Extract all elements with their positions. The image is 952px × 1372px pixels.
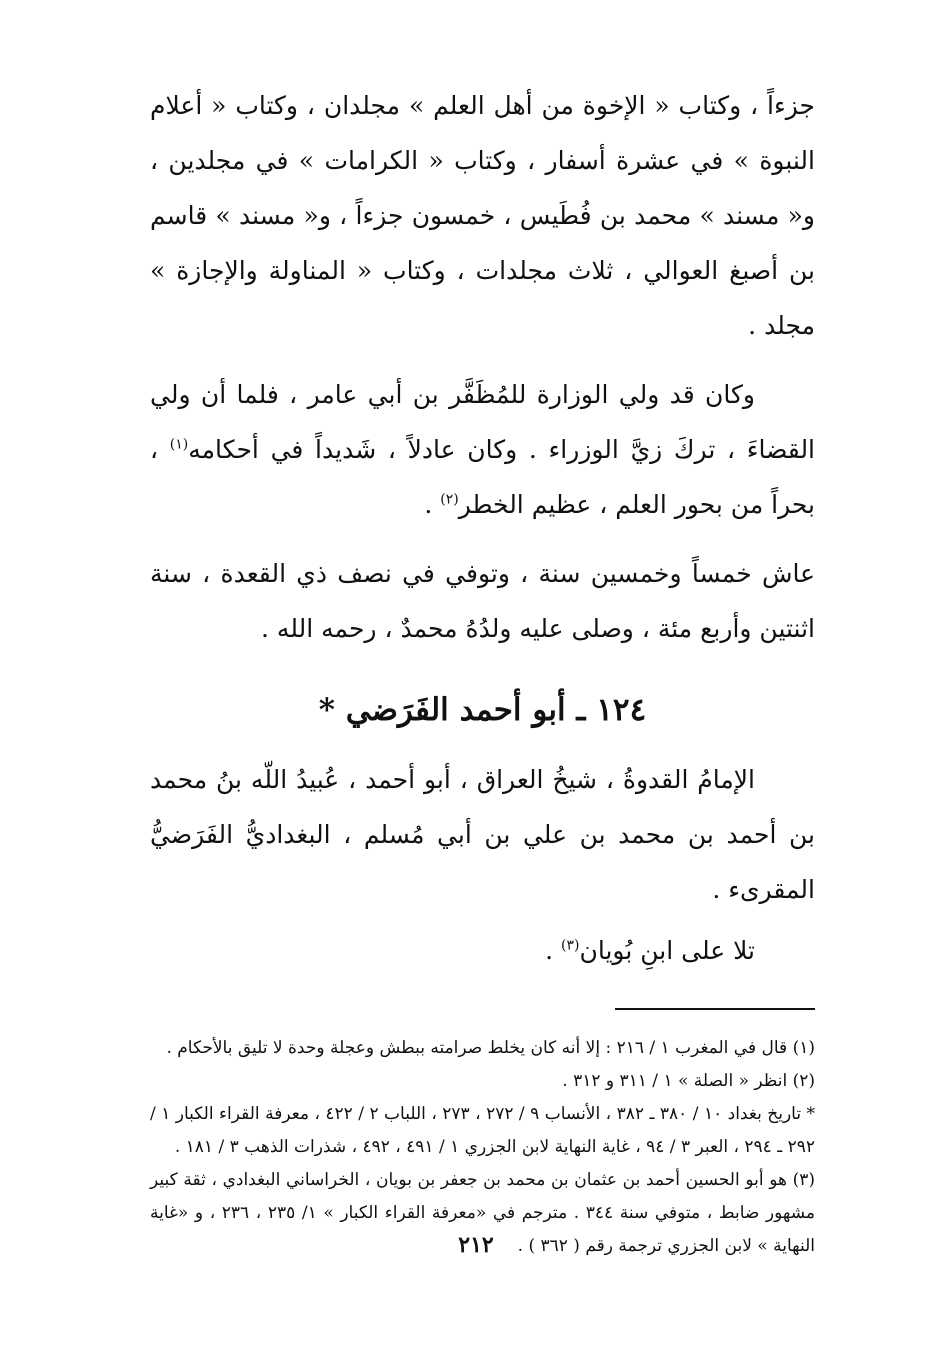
paragraph-death: عاش خمساً وخمسين سنة ، وتوفي في نصف ذي القعدة ، سنة اثنتين وأربع مئة ، وصلى عليه ولدُهُ محمدٌ ، رحمه الله . (150, 559, 815, 643)
footnote-ref-1[interactable]: (١) (169, 436, 189, 453)
paragraph-vizier-text-1: وكان قد ولي الوزارة للمُظَفَّر بن أبي عامر ، فلما أن ولي القضاءَ ، تركَ زيَّ الوزراء . وكان عادلاً ، شَديداً في أحكامه (150, 380, 816, 464)
paragraph-vizier-text-2: ، بحراً من بحور العلم ، عظيم الخطر (150, 435, 815, 519)
paragraph-books: جزءاً ، وكتاب « الإخوة من أهل العلم » مجلدان ، وكتاب « أعلام النبوة » في عشرة أسفار ، وكتاب « الكرامات » في مجلدين ، و« مسند » محمد بن فُطَيس ، خمسون جزءاً ، و« مسند » قاسم بن أصبغ العوالي ، ثلاث مجلدات ، وكتاب « المناولة والإجازة » مجلد . (150, 91, 815, 340)
footnote-3: (٣) هو أبو الحسين أحمد بن عثمان بن محمد بن جعفر بن بويان ، الخراساني البغدادي ، ثقة كبير مشهور ضابط ، متوفي سنة ٣٤٤ . مترجم في «معرفة القراء الكبار » ١/ ٢٣٥ ، ٢٣٦ ، و «غاية النهاية » لابن الجزري ترجمة رقم ( ٣٦٢ ) . (150, 1170, 815, 1256)
footnote-1: (١) قال في المغرب ١ / ٢١٦ : إلا أنه كان يخلط صرامته ببطش وعجلة وحدة لا تليق بالأحكام . (166, 1038, 815, 1058)
entry-recitation-text: تلا على ابنِ بُويان (579, 936, 755, 965)
entry-recitation-end: . (545, 936, 562, 965)
footnote-ref-3[interactable]: (٣) (561, 937, 580, 954)
footnote-sources: * تاريخ بغداد ١٠ / ٣٨٠ ـ ٣٨٢ ، الأنساب ٩ / ٢٧٢ ، ٢٧٣ ، اللباب ٢ / ٤٢٢ ، معرفة القراء الكبار ١ / ٢٩٢ ـ ٢٩٤ ، العبر ٣ / ٩٤ ، غاية النهاية لابن الجزري ١ / ٤٩١ ، ٤٩٢ ، شذرات الذهب ٣ / ١٨١ . (150, 1104, 816, 1157)
footnotes (150, 1032, 815, 1263)
entry-paragraph: الإمامُ القدوةُ ، شيخُ العراق ، أبو أحمد ، عُبيدُ اللّه بنُ محمد بن أحمد بن محمد بن علي بن أبي مُسلم ، البغداديُّ الفَرَضيُّ المقرىء . (150, 765, 815, 904)
footnote-ref-2[interactable]: (٢) (440, 491, 459, 508)
paragraph-vizier-text-3: . (424, 490, 441, 519)
entry-recitation-line (150, 923, 815, 978)
page-body (150, 78, 815, 1263)
footnote-2: (٢) انظر « الصلة » ١ / ٣١١ و ٣١٢ . (562, 1071, 815, 1091)
footnote-divider (615, 1008, 815, 1010)
paragraph-vizier (150, 367, 815, 532)
page-number: ٢١٢ (458, 1232, 494, 1258)
entry-heading: ١٢٤ ـ أبو أحمد الفَرَضي * (318, 692, 647, 728)
